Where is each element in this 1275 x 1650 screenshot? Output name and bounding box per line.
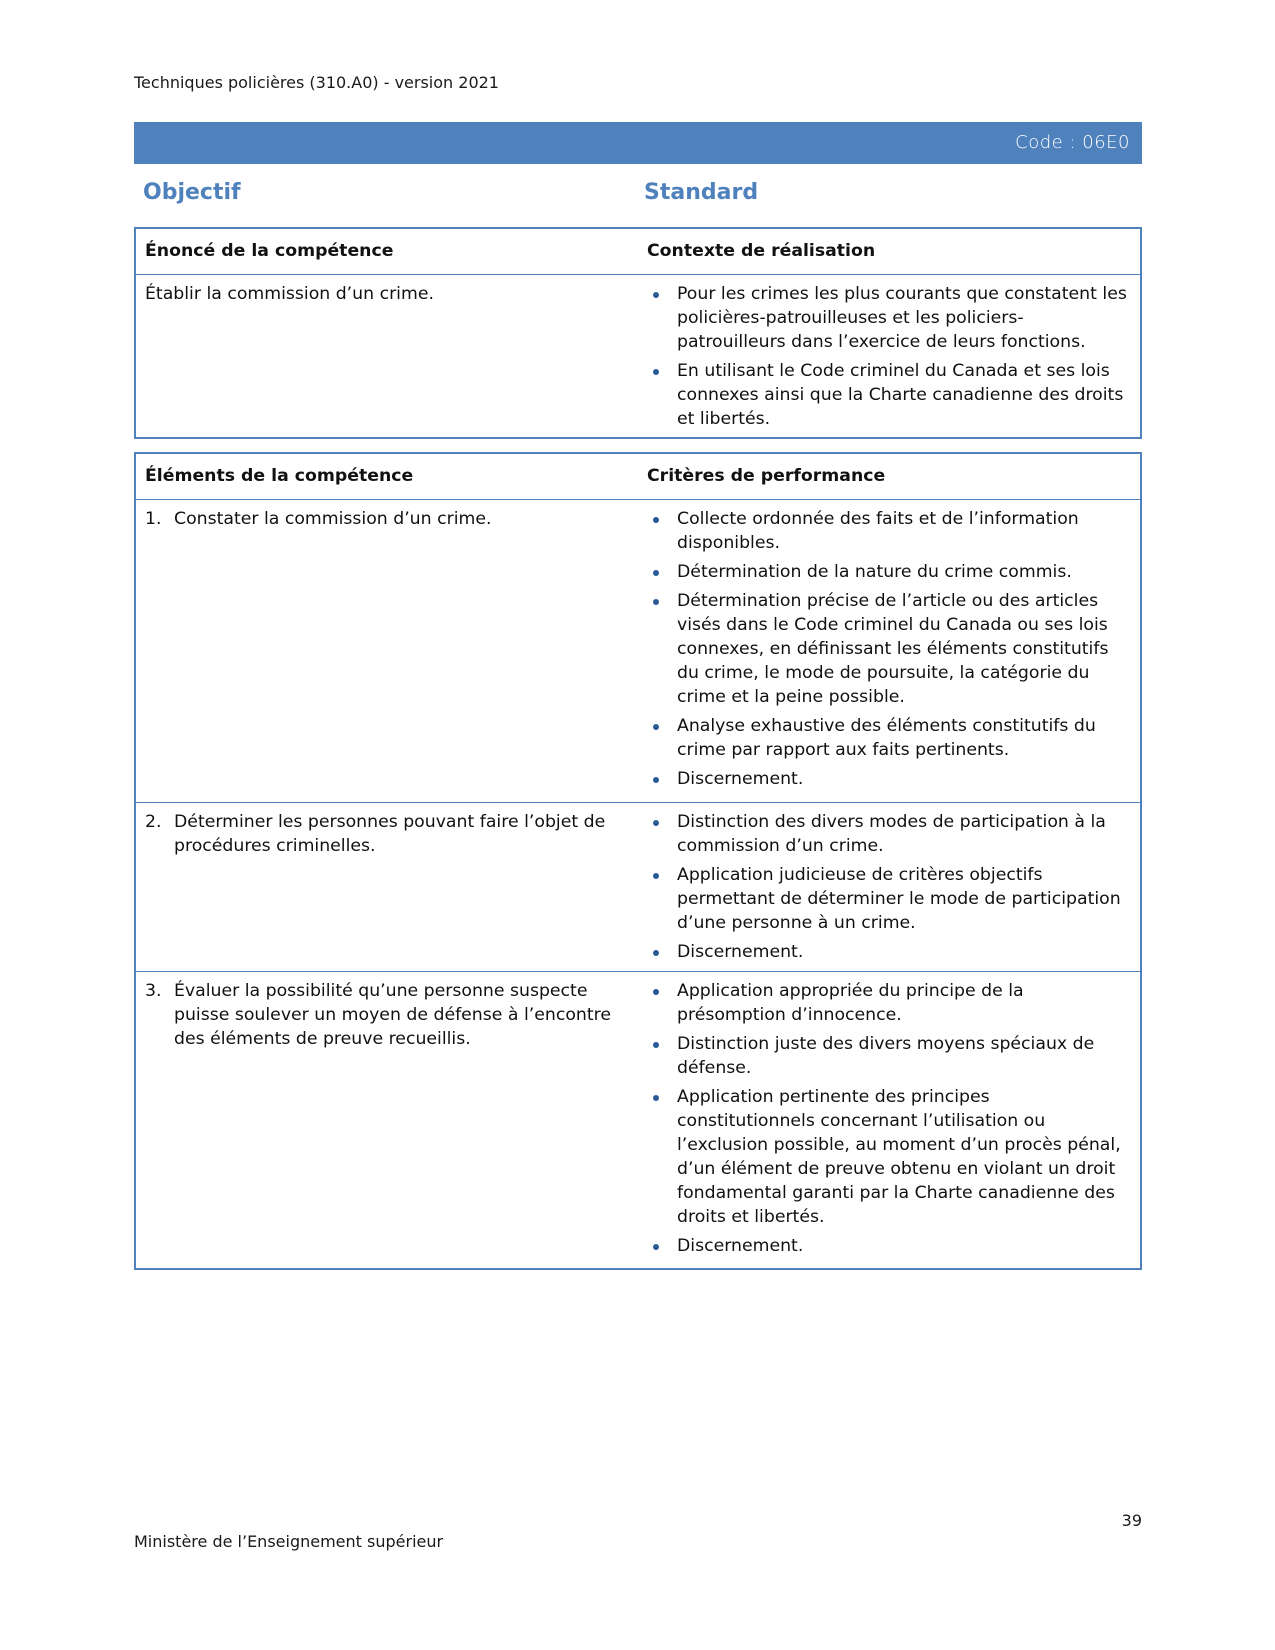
list-item: Distinction juste des divers moyens spéciaux de défense. xyxy=(647,1032,1132,1080)
bullet-icon xyxy=(653,873,659,879)
section-title-standard: Standard xyxy=(644,180,759,205)
table-row xyxy=(136,274,1140,437)
bullet-icon xyxy=(653,369,659,375)
table-row xyxy=(136,971,1140,1268)
list-item: Pour les crimes les plus courants que constatent les policières-patrouilleuses et les policiers-patrouilleurs dans l’exercice de leurs fonctions. xyxy=(647,282,1132,354)
criteria-cell xyxy=(637,500,1140,802)
section-title-objectif: Objectif xyxy=(143,180,241,205)
criteria-cell xyxy=(637,803,1140,971)
list-item: Application pertinente des principes constitutionnels concernant l’utilisation ou l’exclusion possible, au moment d’un procès pénal, d’un élément de preuve obtenu en violant un droit fondamental garanti par la Charte canadienne des droits et libertés. xyxy=(647,1085,1132,1229)
table-row xyxy=(136,802,1140,971)
bullet-icon xyxy=(653,570,659,576)
table-row xyxy=(136,499,1140,802)
column-header-contexte: Contexte de réalisation xyxy=(647,241,876,261)
criteria-list xyxy=(647,810,1132,964)
criteria-list xyxy=(647,507,1132,791)
element-cell xyxy=(136,972,637,1268)
elements-table xyxy=(134,452,1142,1270)
list-item: Détermination de la nature du crime commis. xyxy=(647,560,1132,584)
bullet-icon xyxy=(653,777,659,783)
list-item: Détermination précise de l’article ou des articles visés dans le Code criminel du Canada ou ses lois connexes, en définissant les éléments constitutifs du crime, le mode de poursuite, la catégorie du crime et la peine possible. xyxy=(647,589,1132,709)
bullet-icon xyxy=(653,950,659,956)
element-text: Déterminer les personnes pouvant faire l’objet de procédures criminelles. xyxy=(174,812,606,856)
running-header: Techniques policières (310.A0) - version 2021 xyxy=(134,73,499,92)
list-item: Analyse exhaustive des éléments constitutifs du crime par rapport aux faits pertinents. xyxy=(647,714,1132,762)
column-header-elements: Éléments de la compétence xyxy=(145,466,414,486)
column-header-criteres: Critères de performance xyxy=(647,466,886,486)
bullet-icon xyxy=(653,820,659,826)
element-cell xyxy=(136,500,637,802)
list-item: En utilisant le Code criminel du Canada et ses lois connexes ainsi que la Charte canadienne des droits et libertés. xyxy=(647,359,1132,431)
column-header-enonce: Énoncé de la compétence xyxy=(145,241,394,261)
bullet-icon xyxy=(653,599,659,605)
element-number: 2. xyxy=(145,812,162,832)
competency-code: Code : 06E0 xyxy=(1015,132,1130,153)
code-bar xyxy=(134,122,1142,164)
element-cell xyxy=(136,803,637,971)
list-item: Collecte ordonnée des faits et de l’information disponibles. xyxy=(647,507,1132,555)
element-text: Constater la commission d’un crime. xyxy=(174,509,492,529)
bullet-icon xyxy=(653,517,659,523)
competency-statement: Établir la commission d’un crime. xyxy=(145,284,434,304)
footer-organization: Ministère de l’Enseignement supérieur xyxy=(134,1532,444,1551)
bullet-icon xyxy=(653,1042,659,1048)
list-item: Application appropriée du principe de la présomption d’innocence. xyxy=(647,979,1132,1027)
bullet-icon xyxy=(653,1244,659,1250)
context-cell xyxy=(637,275,1140,437)
bullet-icon xyxy=(653,989,659,995)
criteria-list xyxy=(647,979,1132,1258)
bullet-icon xyxy=(653,724,659,730)
list-item: Discernement. xyxy=(647,767,1132,791)
element-number: 1. xyxy=(145,509,162,529)
element-text: Évaluer la possibilité qu’une personne suspecte puisse soulever un moyen de défense à l’encontre des éléments de preuve recueillis. xyxy=(174,981,612,1049)
enonce-table xyxy=(134,227,1142,439)
page-number: 39 xyxy=(1121,1511,1142,1530)
bullet-icon xyxy=(653,292,659,298)
element-number: 3. xyxy=(145,981,162,1001)
table-header-row xyxy=(136,229,1140,274)
context-list xyxy=(647,282,1132,431)
bullet-icon xyxy=(653,1095,659,1101)
list-item: Discernement. xyxy=(647,940,1132,964)
list-item: Application judicieuse de critères objectifs permettant de déterminer le mode de participation d’une personne à un crime. xyxy=(647,863,1132,935)
table-header-row xyxy=(136,454,1140,499)
list-item: Distinction des divers modes de participation à la commission d’un crime. xyxy=(647,810,1132,858)
list-item: Discernement. xyxy=(647,1234,1132,1258)
criteria-cell xyxy=(637,972,1140,1268)
